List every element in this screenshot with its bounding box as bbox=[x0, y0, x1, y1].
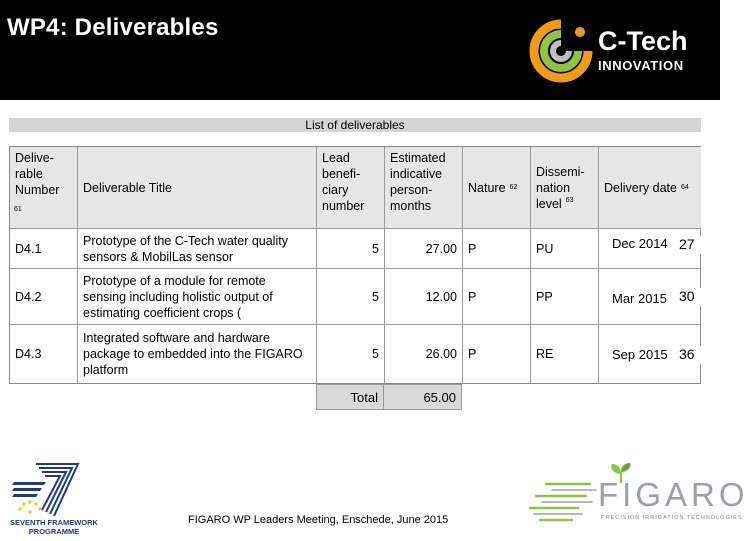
row3-effort: 26.00 bbox=[385, 325, 463, 383]
title-bar bbox=[0, 0, 720, 100]
ctech-swirl-icon bbox=[528, 18, 594, 84]
row1-title bbox=[78, 229, 317, 269]
figaro-lines-icon bbox=[526, 462, 600, 536]
row3-dissem: RE bbox=[531, 325, 599, 383]
header-delivery: Delivery date 64 bbox=[599, 147, 701, 229]
header-lead-line: ciary bbox=[322, 183, 349, 197]
header-dissem-line: nation bbox=[536, 180, 571, 195]
header-title-text: Deliverable Title bbox=[83, 180, 172, 195]
header-lead-line: Lead bbox=[322, 151, 350, 165]
total-label: Total bbox=[316, 384, 384, 410]
row3-delivery-month: 36 bbox=[676, 346, 705, 364]
row2-delivery-date: Mar 2015 bbox=[612, 291, 667, 306]
figaro-logo bbox=[526, 462, 749, 536]
row2-dissem: PP bbox=[531, 269, 599, 325]
header-effort-line: indicative bbox=[390, 167, 443, 181]
header-nature-text: Nature bbox=[468, 180, 506, 195]
row2-delivery-month: 30 bbox=[676, 288, 705, 306]
header-lead-line: benefi- bbox=[322, 167, 361, 181]
table-title: List of deliverables bbox=[9, 118, 701, 132]
row2-number: D4.2 bbox=[10, 269, 78, 325]
header-lead-line: number bbox=[322, 199, 365, 213]
fp7-line1: SEVENTH FRAMEWORK bbox=[10, 518, 98, 527]
row2-title-text: Prototype of a module for remote sensing including holistic output of estimating coefficient crops ( bbox=[83, 273, 273, 320]
slide-title: WP4: Deliverables bbox=[7, 14, 219, 41]
header-number-line: rable bbox=[15, 167, 43, 181]
row3-title-text: Integrated software and hardware package to embedded into the FIGARO platform bbox=[83, 331, 303, 377]
deliverables-table bbox=[9, 146, 701, 384]
header-nature: Nature 62 bbox=[463, 147, 531, 229]
header-number bbox=[10, 147, 78, 229]
figaro-tagline: PRECISION IRRIGATION TECHNOLOGIES bbox=[601, 515, 743, 521]
row3-title bbox=[78, 325, 317, 383]
row1-nature: P bbox=[463, 229, 531, 269]
fp7-logo bbox=[6, 460, 98, 536]
footer-text: FIGARO WP Leaders Meeting, Enschede, June 2015 bbox=[188, 514, 449, 526]
row2-effort: 12.00 bbox=[385, 269, 463, 325]
fp7-emblem-icon bbox=[6, 460, 98, 518]
row1-effort: 27.00 bbox=[385, 229, 463, 269]
total-value: 65.00 bbox=[384, 384, 462, 410]
ctech-tagline: INNOVATION bbox=[598, 58, 684, 73]
row3-delivery-date: Sep 2015 bbox=[612, 347, 668, 362]
header-effort-line: months bbox=[390, 199, 431, 213]
header-delivery-text: Delivery date bbox=[604, 180, 677, 195]
header-title bbox=[78, 147, 317, 229]
header-effort bbox=[385, 147, 463, 229]
row1-lead: 5 bbox=[317, 229, 385, 269]
header-dissem-line: Dissemi- bbox=[536, 164, 585, 179]
fp7-line2: PROGRAMME bbox=[28, 527, 80, 536]
row3-number: D4.3 bbox=[10, 325, 78, 383]
row1-delivery-date: Dec 2014 bbox=[612, 236, 668, 251]
row1-number: D4.1 bbox=[10, 229, 78, 269]
row3-nature: P bbox=[463, 325, 531, 383]
row2-nature: P bbox=[463, 269, 531, 325]
footnote-63: 63 bbox=[565, 197, 574, 205]
header-dissem-line: level bbox=[536, 196, 562, 211]
figaro-wordmark: FIGARO bbox=[598, 476, 749, 513]
row1-dissem: PU bbox=[531, 229, 599, 269]
header-dissem bbox=[531, 147, 599, 229]
header-effort-line: Estimated bbox=[390, 151, 446, 165]
row2-lead: 5 bbox=[317, 269, 385, 325]
ctech-logo bbox=[528, 18, 710, 84]
row2-title bbox=[78, 269, 317, 325]
row1-delivery-month: 27 bbox=[676, 236, 705, 254]
row1-title-text: Prototype of the C-Tech water quality sensors & MobilLas sensor bbox=[83, 233, 288, 264]
header-effort-line: person- bbox=[390, 183, 433, 197]
header-number-line: Number bbox=[15, 183, 60, 197]
footnote-61: 61 bbox=[14, 206, 22, 213]
header-lead bbox=[317, 147, 385, 229]
row3-lead: 5 bbox=[317, 325, 385, 383]
ctech-name: C-Tech bbox=[598, 26, 688, 56]
header-number-line: Delive- bbox=[15, 151, 54, 165]
